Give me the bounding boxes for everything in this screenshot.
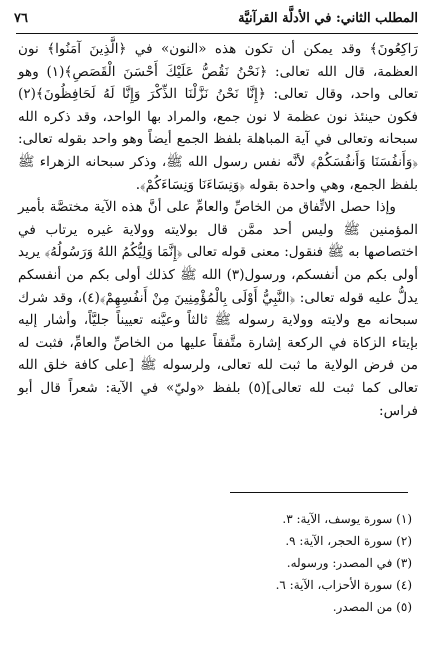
main-text [18, 38, 418, 422]
footnotes [40, 508, 412, 618]
paragraph: رَاكِعُونَ﴾ وقد يمكن أن تكون هذه «النون» في ﴿الَّذِينَ آمَنُوا﴾ نون العظمة، قال الله تعالى: ﴿نَحْنُ نَقُصُّ عَلَيْكَ أَحْسَنَ الْقَصَصِ﴾(١) وهو تعالى واحد، وقال تعالى: ﴿إِنَّا نَحْنُ نَزَّلْنَا الذِّكْرَ وَإِنَّا لَهُ لَحَافِظُونَ﴾(٢) فكون حينئذ نون عظمة لا نون جمع، والمراد بها الواحد، وقد ذكره الله سبحانه وتعالى في آية المباهلة بلفظ الجمع أيضاً وهو واحد بقوله تعالى: ﴿وَأَنفُسَنَا وَأَنفُسَكُمْ﴾ لأنَّه نفس رسول الله ﷺ، وذكر سبحانه الزهراء ﷺ بلفظ الجمع، وهي واحدة بقوله ﴿وَنِسَاءَنَا وَنِسَاءَكُمْ﴾. [18, 41, 418, 193]
footnote: (٤) سورة الأحزاب، الآية: ٦. [275, 578, 412, 592]
running-title: المطلب الثاني: في الأدلَّة القرآنيَّة [238, 10, 418, 26]
paragraph: وإذا حصل الاتِّفاق من الخاصِّ والعامِّ على أنَّ هذه الآية مختصَّة بأمير المؤمنين ﷺ وليس أحد ممَّن قال بولايته وولاية غيره يرتاب في اختصاصها به ﷺ فنقول: معنى قوله تعالى ﴿إِنَّمَا وَلِيُّكُمُ اللهُ وَرَسُولُهُ﴾ يريد أولى بكم من أنفسكم، ورسول(٣) الله ﷺ كذلك أولى بكم من أنفسكم يدلُّ عليه قوله تعالى: ﴿النَّبِيُّ أَوْلَى بِالْمُؤْمِنِينَ مِنْ أَنفُسِهِمْ﴾(٤)، وقد شرك سبحانه مع ولايته وولاية رسوله ﷺ ثالثاً وعيَّنه تعييناً جليَّاً، وأشار إليه بإيتاء الزكاة في الركعة إشارة متَّفقاً عليها من الخاصِّ والعامِّ، فثبت له من فرض الولاية ما ثبت لله تعالى، ولرسوله ﷺ [على كافة خلق الله تعالى كما ثبت لله تعالى](٥) بلفظ «وليّ» في الآية: شعراً قال أبو فراس: [18, 199, 418, 419]
footnote: (٣) في المصدر: ورسوله. [286, 556, 412, 570]
footnote: (٢) سورة الحجر، الآية: ٩. [285, 534, 412, 548]
footnote: (١) سورة يوسف، الآية: ٣. [282, 512, 412, 526]
footnote: (٥) من المصدر. [332, 600, 412, 614]
footnote-divider [230, 492, 408, 493]
header-divider [16, 33, 418, 34]
page-number: ٧٦ [14, 10, 28, 26]
page-header [14, 6, 418, 30]
